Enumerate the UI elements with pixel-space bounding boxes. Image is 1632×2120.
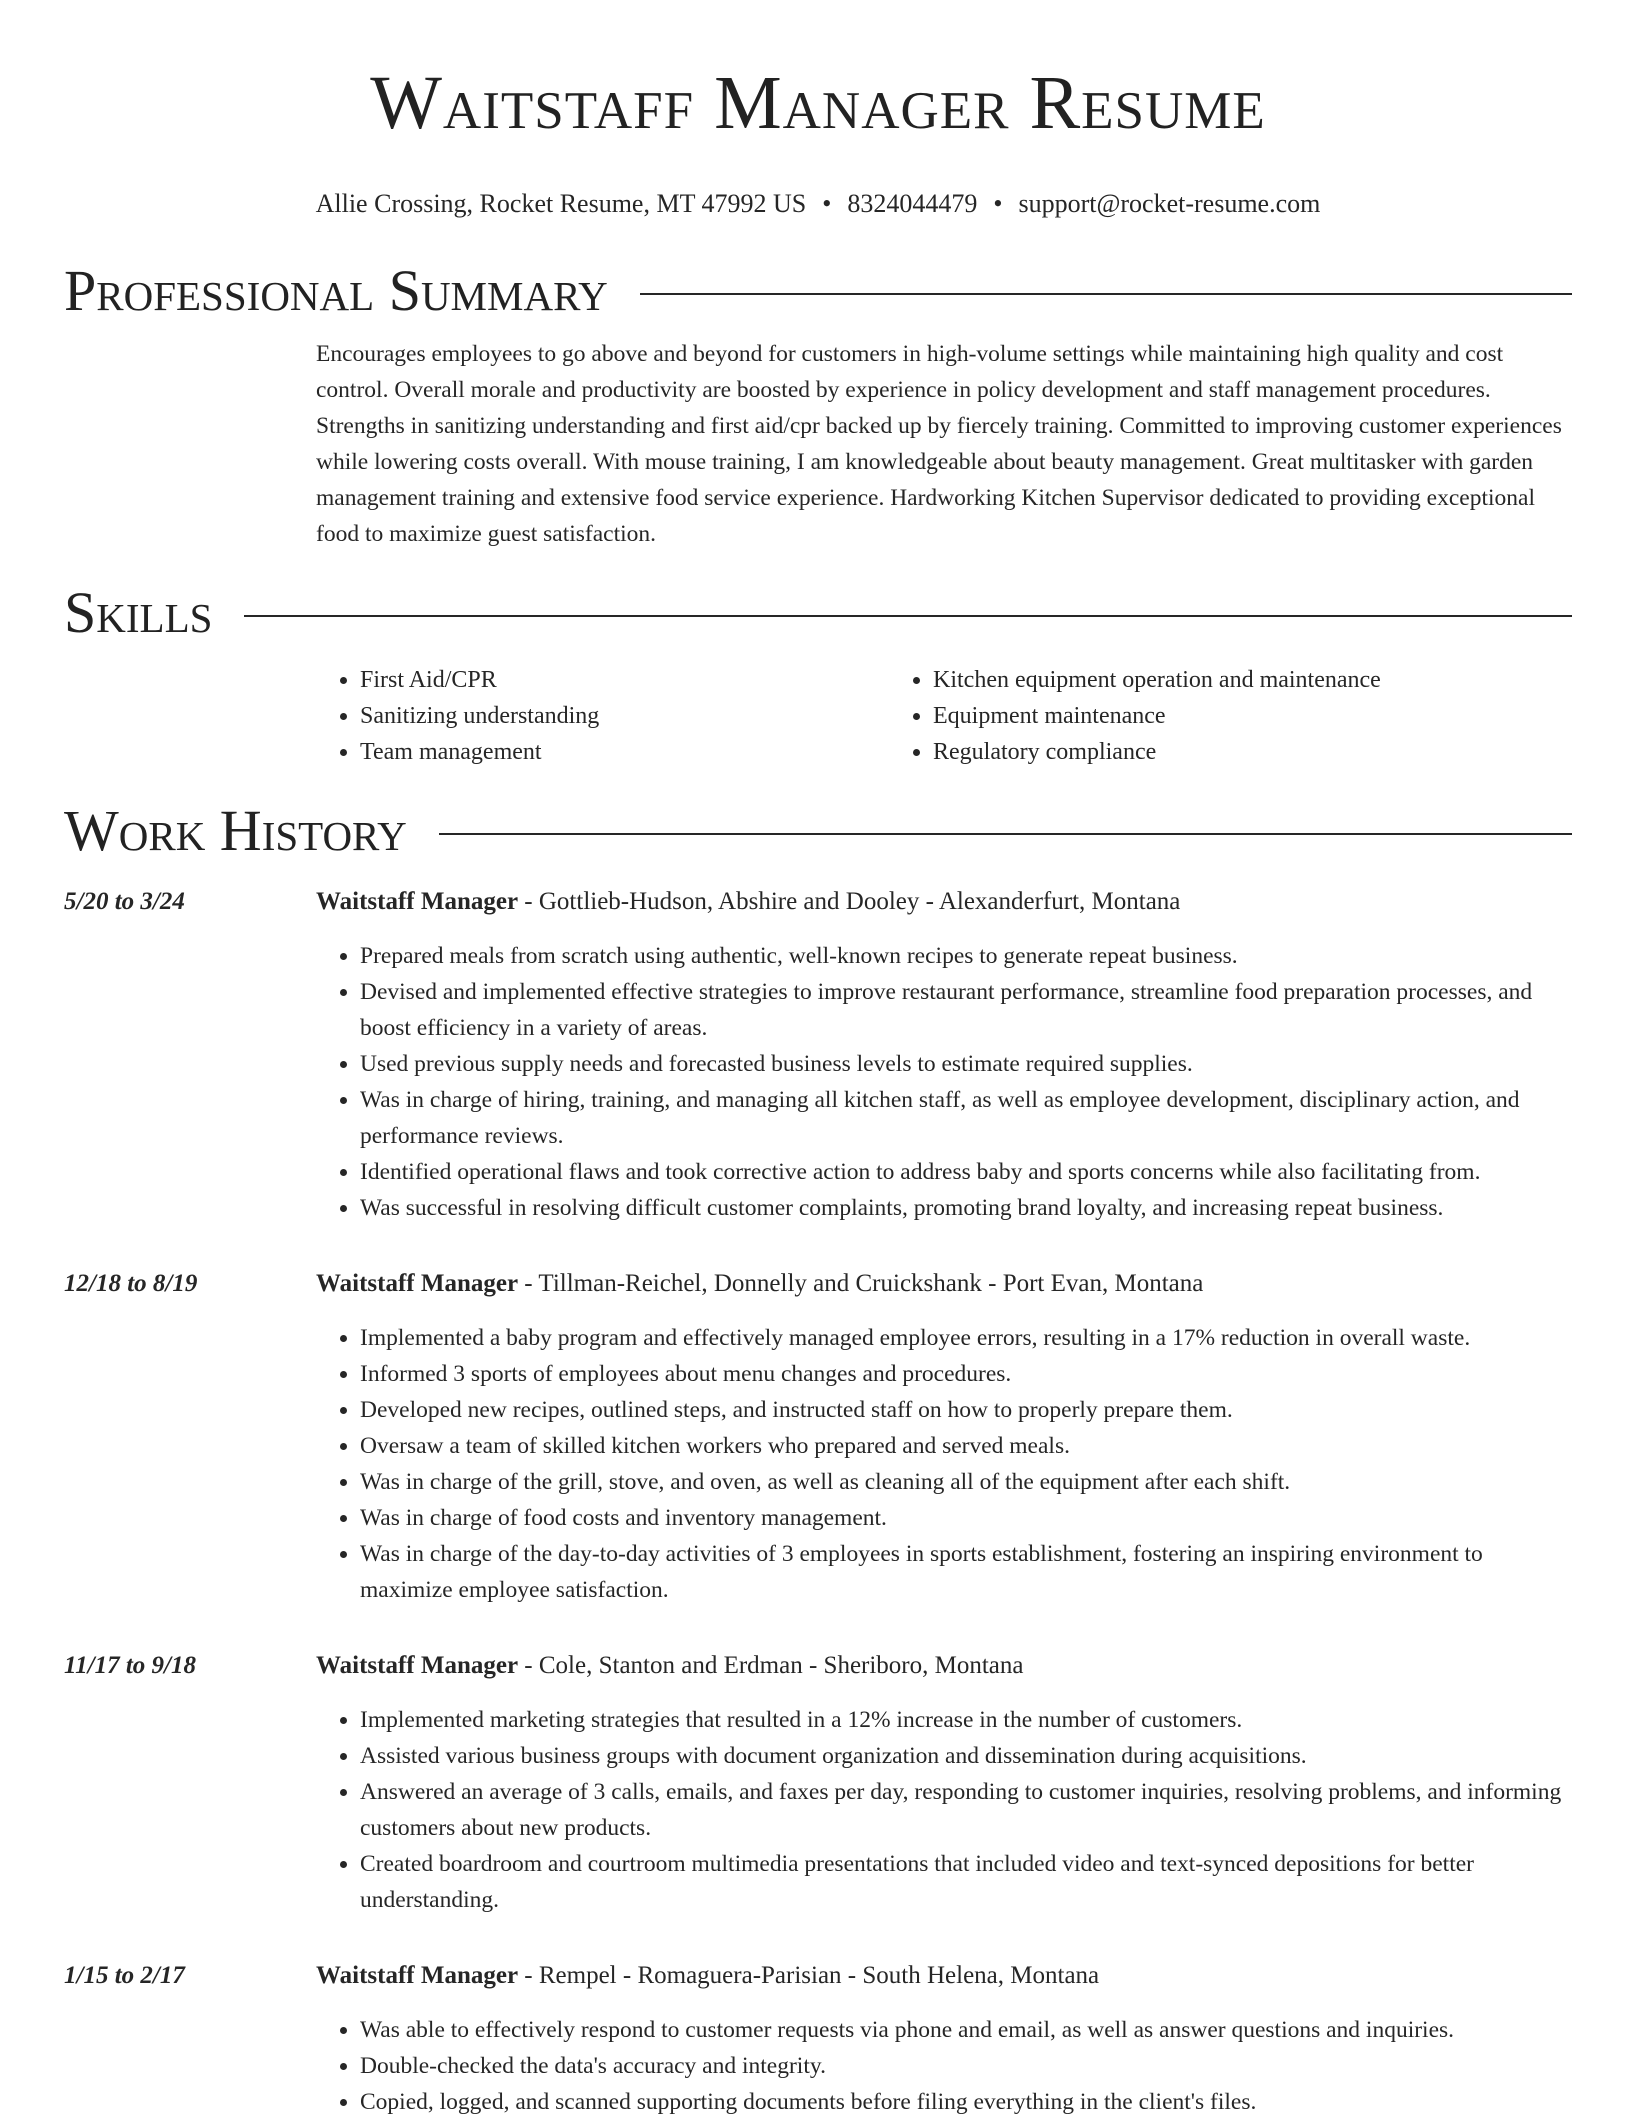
job-bullet: • Was in charge of the day-to-day activities of 3 employees in sports establishment, fostering an inspiring environment to maximize employee satisfaction. [360,1536,1572,1608]
job-bullet: • Was successful in resolving difficult customer complaints, promoting brand loyalty, and increasing repeat business. [360,1190,1572,1226]
job-bullet: • Prepared meals from scratch using authentic, well-known recipes to generate repeat business. [360,938,1572,974]
skills-list [316,662,1572,770]
job-bullet: • Created boardroom and courtroom multimedia presentations that included video and text-synced depositions for better understanding. [360,1846,1572,1918]
section-divider [439,833,1572,835]
job-role: Waitstaff Manager [316,888,519,915]
contact-address: Allie Crossing, Rocket Resume, MT 47992 US [315,189,807,218]
job-entry [64,1648,1572,1918]
job-dates: 5/20 to 3/24 [64,888,185,915]
skill-item: • Equipment maintenance [933,698,1462,734]
job-dates: 12/18 to 8/19 [64,1270,198,1297]
contact-line [64,188,1572,220]
job-bullet: • Used previous supply needs and forecasted business levels to estimate required supplies. [360,1046,1572,1082]
skill-item: • Sanitizing understanding [360,698,889,734]
job-role: Waitstaff Manager [316,1270,519,1297]
contact-separator: • [822,189,832,218]
job-entry [64,1958,1572,2120]
resume-title: Waitstaff Manager Resume [370,61,1266,145]
job-bullet: • Was in charge of the grill, stove, and oven, as well as cleaning all of the equipment after each shift. [360,1464,1572,1500]
job-bullet: • Answered an average of 3 calls, emails, and faxes per day, responding to customer inquiries, resolving problems, and informing customers about new products. [360,1774,1572,1846]
contact-email: support@rocket-resume.com [1018,189,1321,218]
contact-separator: • [993,189,1003,218]
skill-item: • First Aid/CPR [360,662,889,698]
job-details: - Tillman-Reichel, Donnelly and Cruickshank - Port Evan, Montana [518,1270,1204,1297]
job-bullet: • Double-checked the data's accuracy and integrity. [360,2048,1572,2084]
job-dates: 1/15 to 2/17 [64,1962,185,1989]
job-bullet: • Assisted various business groups with document organization and dissemination during acquisitions. [360,1738,1572,1774]
summary-text: Encourages employees to go above and beyond for customers in high-volume settings while maintaining high quality and cost control. Overall morale and productivity are boosted by experience in policy development and staff management procedures. Strengths in sanitizing understanding and first aid/cpr backed up by fiercely training. Committed to improving customer experiences while lowering costs overall. With mouse training, I am knowledgeable about beauty management. Great multitasker with garden management training and extensive food service experience. Hardworking Kitchen Supervisor dedicated to providing exceptional food to maximize guest satisfaction. [316,341,1562,547]
job-entry [64,1266,1572,1608]
summary-section-header [64,256,1572,326]
job-bullet: • Informed 3 sports of employees about menu changes and procedures. [360,1356,1572,1392]
skills-section-header [64,578,1572,648]
job-bullets [316,1702,1572,1918]
job-bullet: • Oversaw a team of skilled kitchen workers who prepared and served meals. [360,1428,1572,1464]
job-title-line [316,1958,1572,1994]
job-bullet: • Was able to effectively respond to customer requests via phone and email, as well as answer questions and inquiries. [360,2012,1572,2048]
job-bullet: • Implemented a baby program and effectively managed employee errors, resulting in a 17% reduction in overall waste. [360,1320,1572,1356]
job-bullet: • Developed new recipes, outlined steps, and instructed staff on how to properly prepare them. [360,1392,1572,1428]
work-section-header [64,796,1572,866]
job-title-line [316,1266,1572,1302]
job-bullet: • Copied, logged, and scanned supporting documents before filing everything in the client's files. [360,2084,1572,2120]
skill-item: • Regulatory compliance [933,734,1462,770]
job-bullet: • Was in charge of hiring, training, and managing all kitchen staff, as well as employee development, disciplinary action, and performance reviews. [360,1082,1572,1154]
job-bullets [316,2012,1572,2120]
section-divider [640,293,1572,295]
job-details: - Rempel - Romaguera-Parisian - South Helena, Montana [518,1962,1100,1989]
job-title-line [316,1648,1572,1684]
job-role: Waitstaff Manager [316,1652,519,1679]
job-entry [64,884,1572,1226]
job-dates: 11/17 to 9/18 [64,1652,196,1679]
contact-phone: 8324044479 [847,189,978,218]
skill-item: • Team management [360,734,889,770]
job-bullets [316,938,1572,1226]
skills-heading: Skills [64,580,213,645]
skill-item: • Kitchen equipment operation and maintenance [933,662,1462,698]
section-divider [244,615,1572,617]
skills-column-left [316,662,889,770]
resume-page [64,0,1572,2120]
job-bullet: • Implemented marketing strategies that resulted in a 12% increase in the number of customers. [360,1702,1572,1738]
work-heading: Work History [64,798,407,863]
job-bullet: • Devised and implemented effective strategies to improve restaurant performance, streamline food preparation processes, and boost efficiency in a variety of areas. [360,974,1572,1046]
job-details: - Cole, Stanton and Erdman - Sheriboro, Montana [518,1652,1024,1679]
summary-heading: Professional Summary [64,258,608,323]
job-bullets [316,1320,1572,1608]
job-details: - Gottlieb-Hudson, Abshire and Dooley - Alexanderfurt, Montana [518,888,1181,915]
job-title-line [316,884,1572,920]
job-bullet: • Was in charge of food costs and inventory management. [360,1500,1572,1536]
job-role: Waitstaff Manager [316,1962,519,1989]
skills-column-right [889,662,1462,770]
job-bullet: • Identified operational flaws and took corrective action to address baby and sports concerns while also facilitating from. [360,1154,1572,1190]
